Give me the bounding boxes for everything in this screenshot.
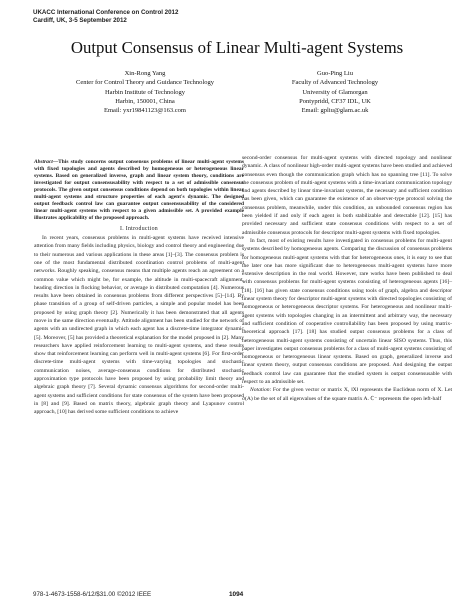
author-address: Pontypridd, CF37 IDL, UK [299, 97, 371, 105]
author-affiliation: Center for Control Theory and Guidance Technology [76, 79, 214, 87]
notation-text: : For the given vector or matrix X, ‖X‖ represents the Euclidean norm of X. Let σ(A) be the set of all eigenvalues of the square matrix A. ℂ⁻ represents the open left-half [242, 387, 452, 402]
author-block-2 [240, 69, 430, 115]
author-name: Guo-Ping Liu [317, 70, 353, 77]
author-name: Xin-Rong Yang [124, 70, 166, 77]
conference-header [33, 9, 178, 24]
notation-label: Notation [250, 387, 270, 394]
notation-paragraph [242, 386, 452, 403]
paper-title: Output Consensus of Linear Multi-agent Systems [70, 38, 404, 57]
intro-paragraph-1: In recent years, consensus problems in multi-agent systems have received intensive attention from many fields including physics, biology and control theory and engineering due to their numerous and various applications in these areas [1]–[3]. The consensus problem is one of the most fundamental distributed coordination control problems of multi-agent networks. Roughly speaking, consensus means that multiple agents reach an agreement on a common value which might be, for example, the altitude in multi-spacecraft alignment, heading direction in flocking behavior, or average in distributed computation [4]. Numerous results have been obtained in consensus problems from different perspectives [5]–[14]. By phase transition of a group of self-driven particles, a simple and popular model has been proposed by using graph theory [2]. Numerically it has been demonstrated that all agents move in the same direction eventually. Attitude alignment has been studied for the network of agents with an undirected graph in which each agent has a discrete-time integrator dynamic [5]. Moreover, [5] has provided a theoretical explanation for the model proposed in [2]. Many researchers have applied reinforcement learning to multi-agent systems, and these results show that reinforcement learning can perform well in multi-agent systems [6]. For first-order discrete-time multi-agent systems with time-varying topologies and stochastic communication noises, average-consensus conditions for distributed stochastic approximation type protocols have been proposed by using probability limit theory and algebraic graph theory [7]. Several dynamic consensus algorithms for second-order multi-agent systems and sufficient conditions for state consensus of the system have been proposed in [8] and [9]. Based on matrix theory, algebraic graph theory and Lyapunov control approach, [10] has derived some sufficient conditions to achieve [34, 235, 244, 416]
author-affiliation: Faculty of Advanced Technology [291, 79, 379, 87]
abstract-text: —This study concerns output consensus problems of linear multi-agent systems with fixed topologies and agents described by homogeneous or heterogeneous linear systems. Based on generalized inverse, graph and linear system theory, conditions are investigated for output consensusability with respect to a set of admissible consensus protocols. The given output consensus conditions depend on both topologies within linear multi-agent systems and structure properties of each agent's dynamic. The designed output feedback control law can guarantee output consensusability of the considered linear multi-agent systems with respect to a given admissible set. A provided example illustrates applicability of the proposed approach. [34, 159, 244, 222]
author-address: Harbin, 150001, China [115, 97, 175, 105]
author-block-1 [50, 69, 240, 115]
author-institution: Harbin Institute of Technology [104, 88, 186, 96]
abstract-label: Abstract [34, 159, 53, 166]
conference-location: Cardiff, UK, 3-5 September 2012 [33, 16, 127, 24]
intro-paragraph-continued: second-order consensus for multi-agent systems with directed topology and nonlinear dynamic. A class of nonlinear high-order multi-agent systems have been studied and achieved consensus even though the communication graph which has no spanning tree [11]. To solve the consensus problem of multi-agent systems with a time-invariant communication topology and agents described by linear time-invariant systems, the necessary and sufficient condition has been given, which can guarantee the existence of an observer-type protocol solving the consensus problem, meanwhile, under this condition, an unbounded consensus region has been yielded if and only if each agent is both stabilizable and detectable [12]. [15] has provided necessary and sufficient state consensus conditions with respect to a set of admissible consensus protocols for descriptor multi-agent systems with fixed topologies. [242, 155, 452, 236]
intro-paragraph-2: In fact, most of existing results have investigated in consensus problems for multi-agent systems described by homogeneous agents. Comparing the discussion of consensus problems for homogeneous multi-agent systems with that for heterogeneous ones, it is easy to see that the later one has more significant due to heterogeneous multi-agent systems have more extensive description in the real world. However, rare works have been published to deal with consensus problems for multi-agent systems consisting of heterogeneous agents [16]–[18]. [16] has given state consensus conditions using tools of graph, algebra and descriptor linear system theory for descriptor multi-agent systems with directed topologies consisting of homogeneous or heterogeneous descriptor systems. For heterogeneous and nonlinear multi-agent systems with topologies changing in an intermittent and arbitrary way, the necessary and sufficient condition of cooperative controllability has been proposed by using matrix-theoretical approach [17]. [18] has studied output consensus problems for a class of heterogeneous multi-agent systems consisting of uncertain linear SISO systems. Thus, this paper investigates output consensus problems for a class of multi-agent systems consisting of homogeneous or heterogeneous linear systems. Based on graph, generalized inverse and linear system theory, output consensus conditions are proposed. And designing the output feedback control law can guarantee that the studied system is output consensusable with respect to an admissible set. [242, 237, 452, 386]
abstract [34, 159, 244, 222]
left-column [34, 154, 244, 417]
footer-isbn: 978-1-4673-1558-6/12/$31.00 ©2012 IEEE [33, 591, 152, 598]
author-email: Email: gpliu@glam.ac.uk [301, 107, 369, 115]
section-heading-introduction: I. Introduction [120, 226, 158, 233]
author-institution: University of Glamorgan [302, 88, 368, 96]
page-number: 1094 [229, 591, 244, 598]
conference-name: UKACC International Conference on Control 2012 [33, 9, 179, 16]
right-column [242, 154, 452, 403]
author-email: Email: yxr19841123@163.com [104, 107, 186, 115]
